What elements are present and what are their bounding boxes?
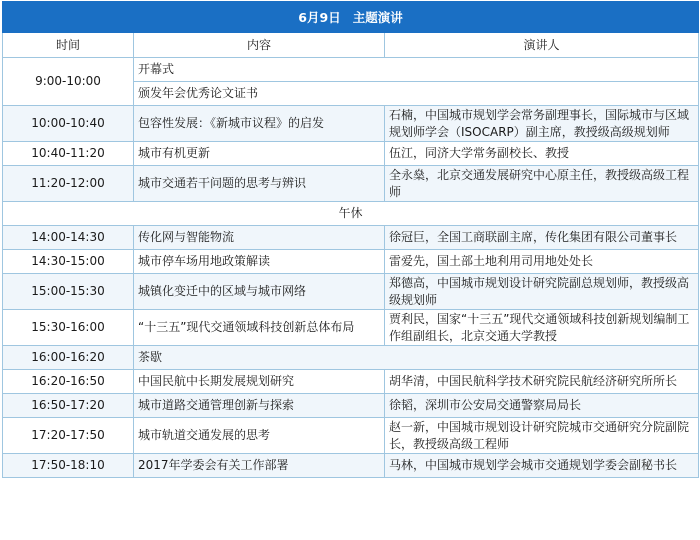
table-row bbox=[3, 454, 699, 478]
header-speaker: 演讲人 bbox=[385, 33, 699, 58]
time-cell: 16:20-16:50 bbox=[3, 370, 134, 394]
time-cell: 16:50-17:20 bbox=[3, 394, 134, 418]
speaker-cell: 郑德高，中国城市规划设计研究院副总规划师，教授级高级规划师 bbox=[385, 274, 699, 310]
time-cell: 11:20-12:00 bbox=[3, 166, 134, 202]
time-cell: 15:00-15:30 bbox=[3, 274, 134, 310]
table-row bbox=[3, 142, 699, 166]
time-cell: 15:30-16:00 bbox=[3, 310, 134, 346]
break-row bbox=[3, 202, 699, 226]
table-row bbox=[3, 418, 699, 454]
table-row bbox=[3, 166, 699, 202]
content-cell: 城市道路交通管理创新与探索 bbox=[134, 394, 385, 418]
banner-title: 主题演讲 bbox=[352, 9, 403, 25]
speaker-cell: 赵一新，中国城市规划设计研究院城市交通研究分院副院长，教授级高级工程师 bbox=[385, 418, 699, 454]
table-row bbox=[3, 274, 699, 310]
speaker-cell: 伍江，同济大学常务副校长、教授 bbox=[385, 142, 699, 166]
table-row bbox=[3, 226, 699, 250]
content-cell: 2017年学委会有关工作部署 bbox=[134, 454, 385, 478]
schedule-table bbox=[2, 1, 699, 478]
table-row bbox=[3, 394, 699, 418]
schedule-banner bbox=[3, 2, 699, 33]
table-row bbox=[3, 310, 699, 346]
speaker-cell: 雷爱先，国土部土地利用司用地处处长 bbox=[385, 250, 699, 274]
speaker-cell: 胡华清，中国民航科学技术研究院民航经济研究所所长 bbox=[385, 370, 699, 394]
content-cell: 城镇化变迁中的区域与城市网络 bbox=[134, 274, 385, 310]
table-row bbox=[3, 58, 699, 82]
time-cell: 16:00-16:20 bbox=[3, 346, 134, 370]
speaker-cell: 全永燊，北京交通发展研究中心原主任，教授级高级工程师 bbox=[385, 166, 699, 202]
content-cell: 城市停车场用地政策解读 bbox=[134, 250, 385, 274]
content-cell: 开幕式 bbox=[134, 58, 699, 82]
speaker-cell: 徐韬，深圳市公安局交通警察局局长 bbox=[385, 394, 699, 418]
speaker-cell: 马林，中国城市规划学会城市交通规划学委会副秘书长 bbox=[385, 454, 699, 478]
content-cell: 城市轨道交通发展的思考 bbox=[134, 418, 385, 454]
time-cell: 9:00-10:00 bbox=[3, 58, 134, 106]
header-content: 内容 bbox=[134, 33, 385, 58]
speaker-cell: 石楠，中国城市规划学会常务副理事长，国际城市与区域规划师学会（ISOCARP）副主席，教授级高级规划师 bbox=[385, 106, 699, 142]
time-cell: 14:30-15:00 bbox=[3, 250, 134, 274]
header-time: 时间 bbox=[3, 33, 134, 58]
table-row bbox=[3, 250, 699, 274]
time-cell: 10:40-11:20 bbox=[3, 142, 134, 166]
time-cell: 14:00-14:30 bbox=[3, 226, 134, 250]
lunch-break-cell: 午休 bbox=[3, 202, 699, 226]
time-cell: 10:00-10:40 bbox=[3, 106, 134, 142]
speaker-cell: 徐冠巨，全国工商联副主席，传化集团有限公司董事长 bbox=[385, 226, 699, 250]
tea-break-row bbox=[3, 346, 699, 370]
content-cell: 传化网与智能物流 bbox=[134, 226, 385, 250]
table-row bbox=[3, 106, 699, 142]
content-cell: “十三五”现代交通领域科技创新总体布局 bbox=[134, 310, 385, 346]
content-cell: 颁发年会优秀论文证书 bbox=[134, 82, 699, 106]
tea-break-cell: 茶歇 bbox=[134, 346, 699, 370]
time-cell: 17:20-17:50 bbox=[3, 418, 134, 454]
content-cell: 城市有机更新 bbox=[134, 142, 385, 166]
speaker-cell: 贾利民，国家“十三五”现代交通领域科技创新规划编制工作组副组长，北京交通大学教授 bbox=[385, 310, 699, 346]
header-row bbox=[3, 33, 699, 58]
table-row bbox=[3, 370, 699, 394]
content-cell: 城市交通若干问题的思考与辨识 bbox=[134, 166, 385, 202]
banner-date: 6月9日 bbox=[298, 9, 341, 25]
content-cell: 中国民航中长期发展规划研究 bbox=[134, 370, 385, 394]
time-cell: 17:50-18:10 bbox=[3, 454, 134, 478]
content-cell: 包容性发展：《新城市议程》的启发 bbox=[134, 106, 385, 142]
